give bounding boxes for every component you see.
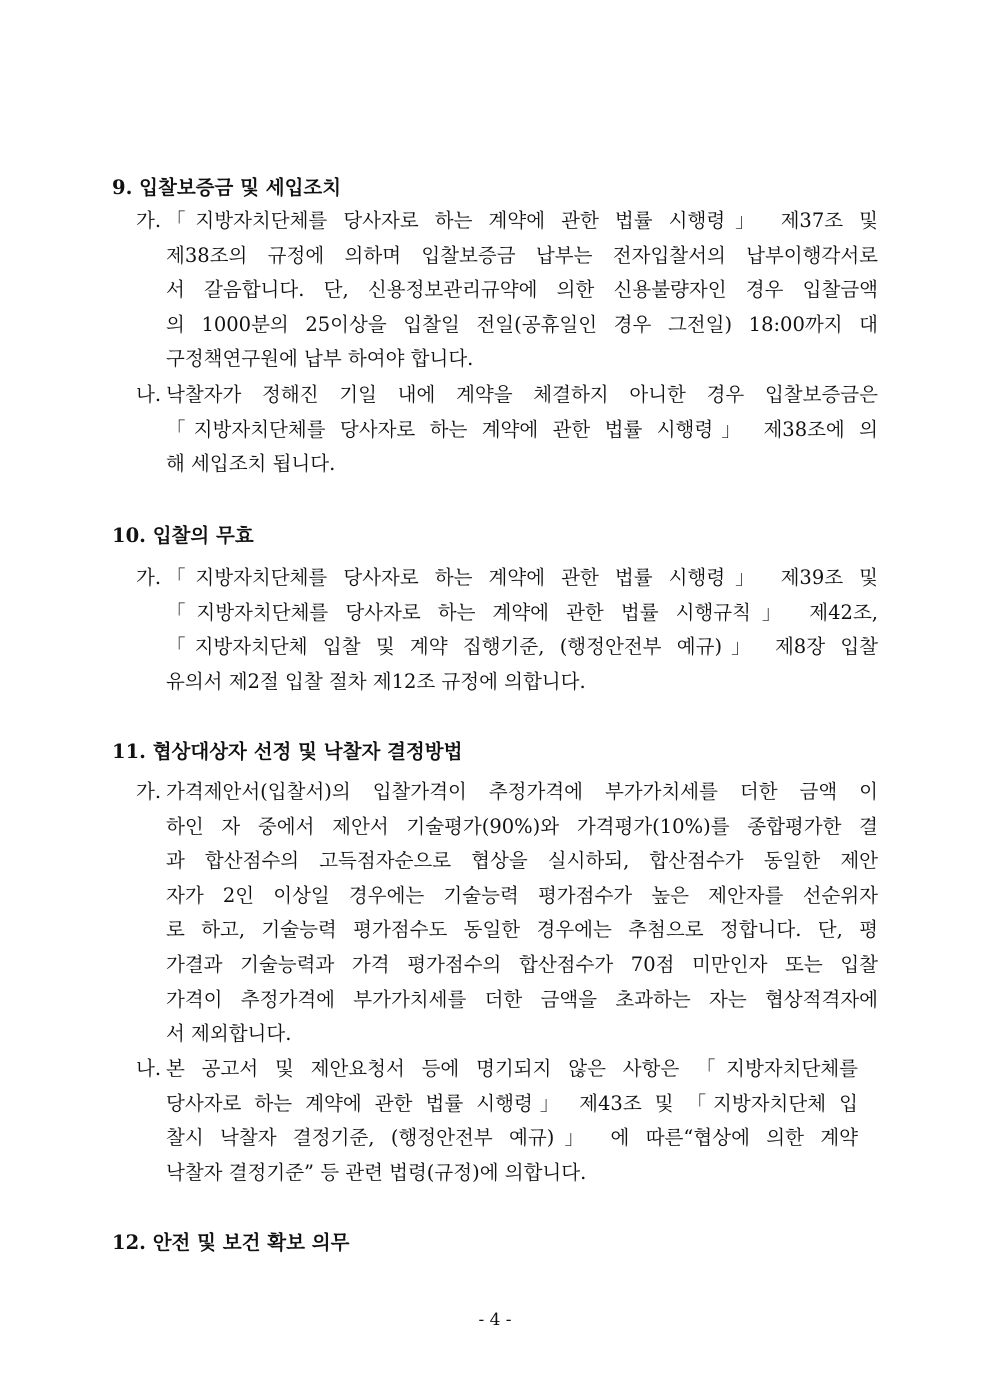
text-line: 찰시 낙찰자 결정기준, (행정안전부 예규)」 에 따른“협상에 의한 계약 (166, 1126, 858, 1150)
page-number: - 4 - (478, 1310, 512, 1330)
text-line: 서 갈음합니다. 단, 신용정보관리규약에 의한 신용불량자인 경우 입찰금액 (166, 278, 878, 302)
item-marker: 가. (136, 209, 162, 232)
text-line: 구정책연구원에 납부 하여야 합니다. (166, 347, 474, 371)
section-heading-9: 9. 입찰보증금 및 세입조치 (112, 176, 342, 199)
text-line: 「지방자치단체 입찰 및 계약 집행기준, (행정안전부 예규)」 제8장 입찰 (166, 635, 878, 659)
item-marker: 가. (136, 780, 162, 803)
text-line: 낙찰자가 정해진 기일 내에 계약을 체결하지 아니한 경우 입찰보증금은 (166, 383, 878, 406)
text-line: 낙찰자 결정기준” 등 관련 법령(규정)에 의합니다. (166, 1160, 587, 1184)
text-line: 로 하고, 기술능력 평가점수도 동일한 경우에는 추첨으로 정합니다. 단, 평 (166, 918, 878, 942)
section-11-item-na (136, 1052, 858, 1190)
text-line: 당사자로 하는 계약에 관한 법률 시행령」 제43조 및 「지방자치단체 입 (166, 1091, 858, 1115)
item-marker: 나. (136, 383, 162, 406)
text-line: 의 1000분의 25이상을 입찰일 전일(공휴일인 경우 그전일) 18:00까지 대 (166, 312, 878, 336)
section-11-item-ga (136, 775, 878, 1052)
text-line: 본 공고서 및 제안요청서 등에 명기되지 않은 사항은 「지방자치단체를 (166, 1057, 858, 1080)
text-line: 가격제안서(입찰서)의 입찰가격이 추정가격에 부가가치세를 더한 금액 이 (166, 780, 878, 803)
section-heading-12: 12. 안전 및 보건 확보 의무 (112, 1231, 350, 1254)
section-10-item-ga (136, 561, 878, 699)
text-line: 「지방자치단체를 당사자로 하는 계약에 관한 법률 시행령」 제38조에 의 (166, 417, 878, 441)
section-9-item-ga (136, 204, 878, 377)
text-line: 가결과 기술능력과 가격 평가점수의 합산점수가 70점 미만인자 또는 입찰 (166, 952, 878, 976)
text-line: 자가 2인 이상일 경우에는 기술능력 평가점수가 높은 제안자를 선순위자 (166, 883, 878, 907)
text-line: 과 합산점수의 고득점자순으로 협상을 실시하되, 합산점수가 동일한 제안 (166, 849, 878, 873)
item-marker: 가. (136, 566, 162, 589)
text-line: 유의서 제2절 입찰 절차 제12조 규정에 의합니다. (166, 669, 586, 693)
text-line: 「지방자치단체를 당사자로 하는 계약에 관한 법률 시행령」 제37조 및 (166, 209, 878, 232)
text-line: 가격이 추정가격에 부가가치세를 더한 금액을 초과하는 자는 협상적격자에 (166, 987, 878, 1011)
section-9-item-na (136, 378, 878, 482)
text-line: 「지방자치단체를 당사자로 하는 계약에 관한 법률 시행규칙」 제42조, (166, 600, 878, 624)
text-line: 「지방자치단체를 당사자로 하는 계약에 관한 법률 시행령」 제39조 및 (166, 566, 878, 589)
section-heading-11: 11. 협상대상자 선정 및 낙찰자 결정방법 (112, 740, 463, 763)
section-heading-10: 10. 입찰의 무효 (112, 524, 254, 547)
text-line: 하인 자 중에서 제안서 기술평가(90%)와 가격평가(10%)를 종합평가한 결 (166, 814, 878, 838)
item-marker: 나. (136, 1057, 162, 1080)
text-line: 제38조의 규정에 의하며 입찰보증금 납부는 전자입찰서의 납부이행각서로 (166, 243, 878, 267)
text-line: 서 제외합니다. (166, 1022, 292, 1046)
text-line: 해 세입조치 됩니다. (166, 452, 336, 476)
